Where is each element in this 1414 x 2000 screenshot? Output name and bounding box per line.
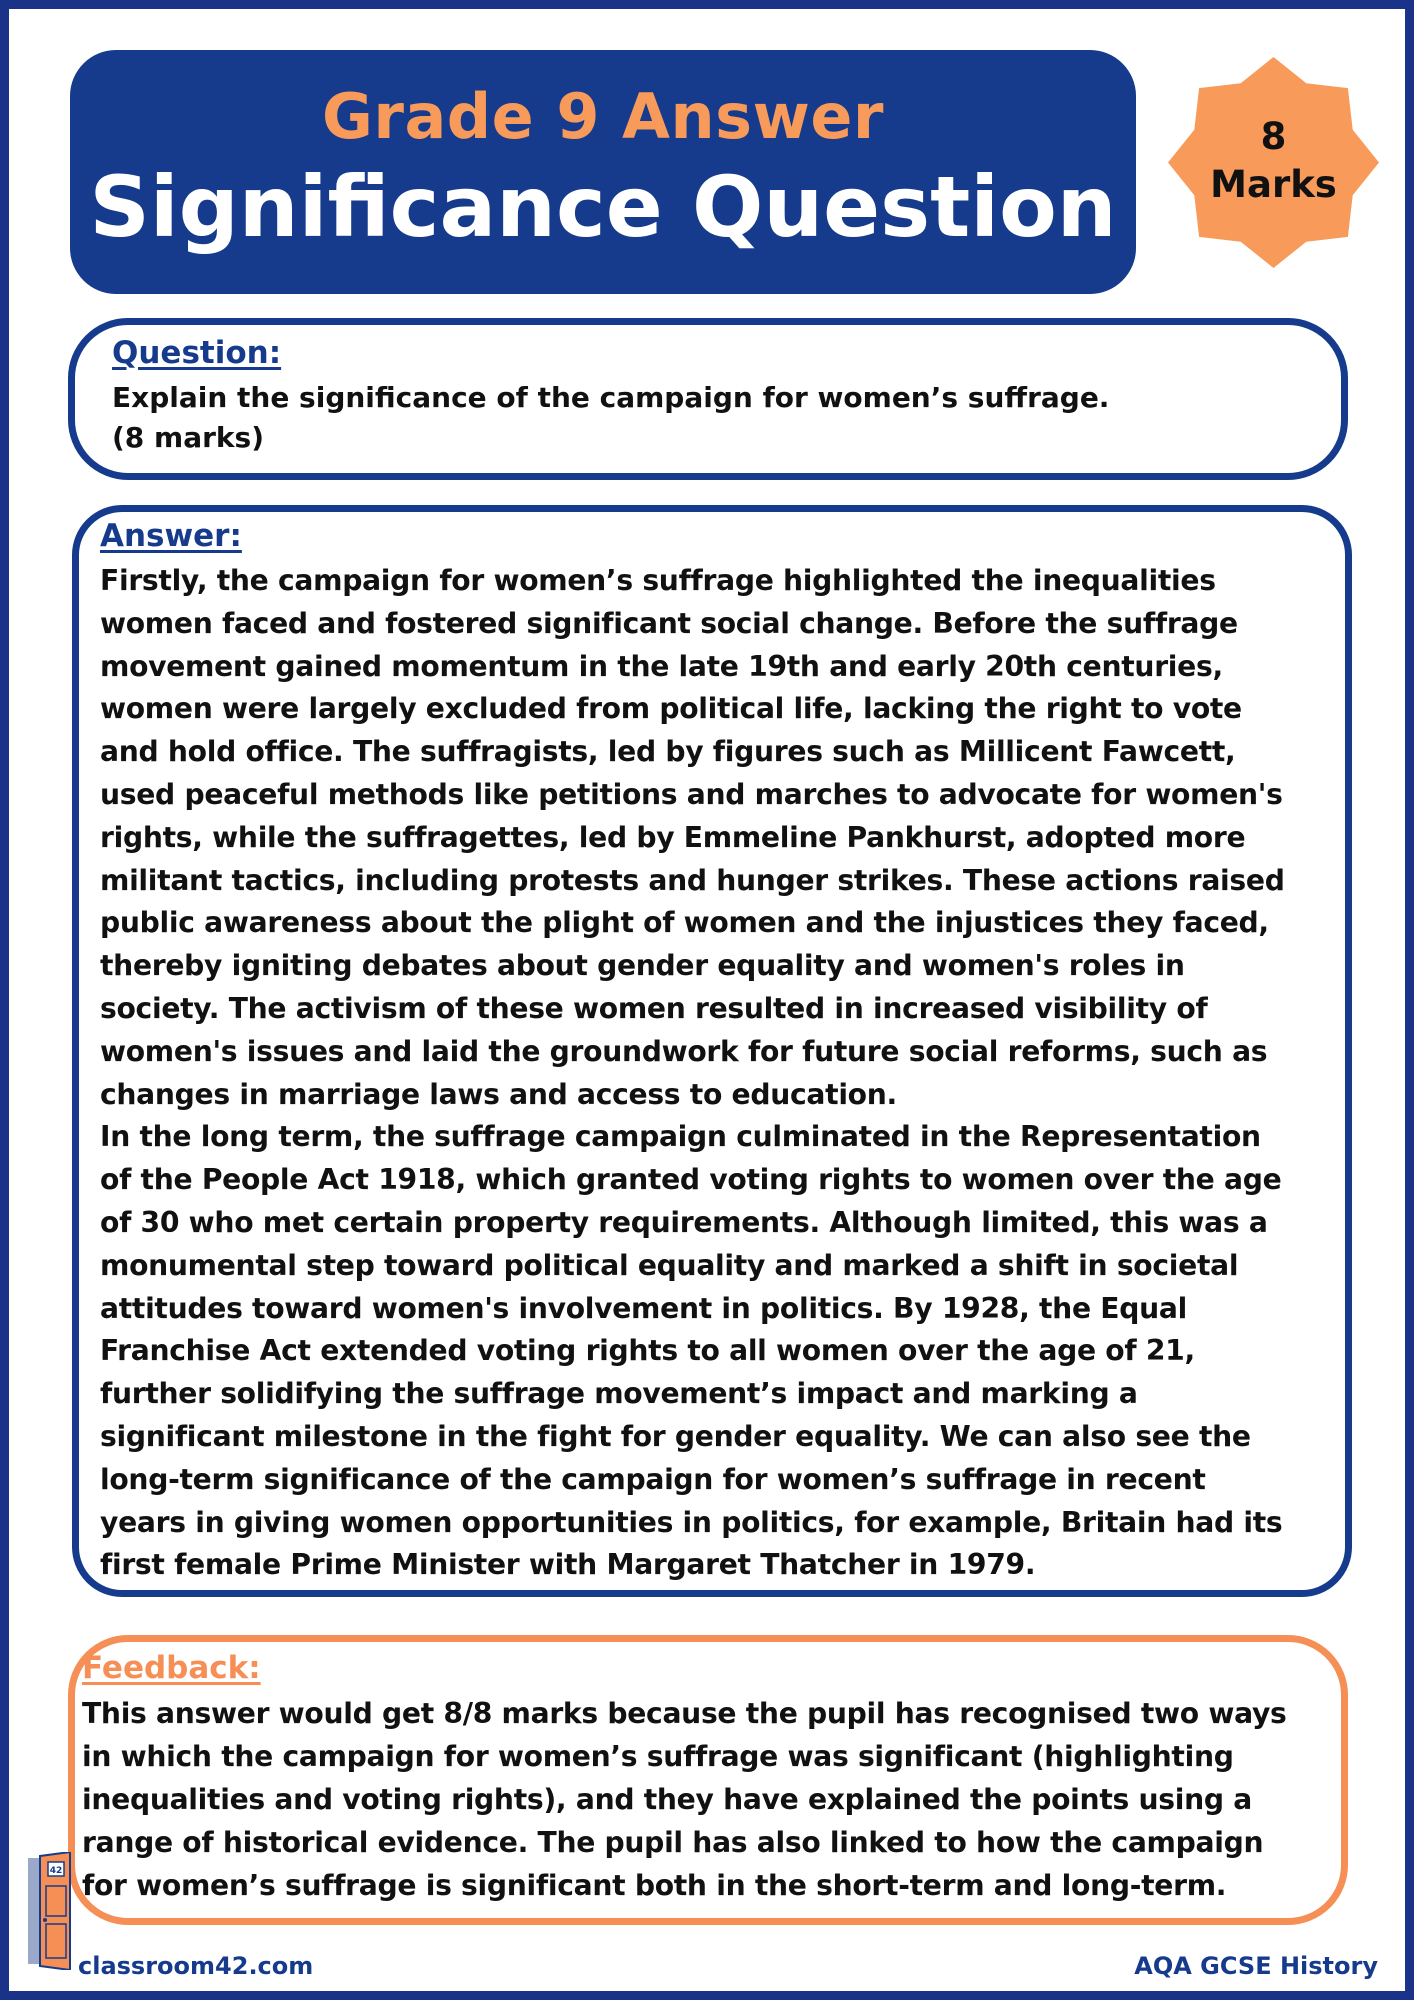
door-logo-icon (26, 1852, 72, 1970)
title-banner (70, 50, 1136, 294)
question-text: Explain the significance of the campaign for women’s suffrage. (8 marks) (112, 381, 1110, 454)
page-title: Significance Question (89, 158, 1117, 256)
answer-label: Answer: (100, 518, 242, 554)
marks-badge-text (1166, 113, 1381, 209)
marks-badge (1166, 55, 1381, 270)
grade-heading: Grade 9 Answer (322, 80, 884, 153)
footer-website: classroom42.com (78, 1952, 314, 1980)
feedback-text: This answer would get 8/8 marks because the pupil has recognised two ways in which the campaign for women’s suffrage was significant (highlighting inequalities and voting rights), and they have explained the points using a range of historical evidence. The pupil has also linked to how the campaign for women’s suffrage is significant both in the short-term and long-term. (82, 1697, 1287, 1902)
marks-number: 8 (1260, 115, 1287, 158)
door-logo-number: 42 (49, 1866, 63, 1876)
marks-word: Marks (1210, 163, 1337, 206)
feedback-label: Feedback: (82, 1650, 261, 1686)
footer-course: AQA GCSE History (1134, 1952, 1378, 1980)
answer-text: Firstly, the campaign for women’s suffrage highlighted the inequalities women faced and fostered significant social change. Before the suffrage movement gained momentum in the late 19th and early 20th centuries, women were largely excluded from political life, lacking the right to vote and hold office. The suffragists, led by figures such as Millicent Fawcett, used peaceful methods like petitions and marches to advocate for women's rights, while the suffragettes, led by Emmeline Pankhurst, adopted more militant tactics, including protests and hunger strikes. These actions raised public awareness about the plight of women and the injustices they faced, thereby igniting debates about gender equality and women's roles in society. The activism of these women resulted in increased visibility of women's issues and laid the groundwork for future social reforms, such as changes in marriage laws and access to education. In the long term, the suffrage campaign culminated in the Representation of the People Act 1918, which granted voting rights to women over the age of 30 who met certain property requirements. Although limited, this was a monumental step toward political equality and marked a shift in societal attitudes toward women's involvement in politics. By 1928, the Equal Franchise Act extended voting rights to all women over the age of 21, further solidifying the suffrage movement’s impact and marking a significant milestone in the fight for gender equality. We can also see the long-term significance of the campaign for women’s suffrage in recent years in giving women opportunities in politics, for example, Britain had its first female Prime Minister with Margaret Thatcher in 1979. (100, 564, 1285, 1582)
question-label: Question: (112, 335, 282, 371)
